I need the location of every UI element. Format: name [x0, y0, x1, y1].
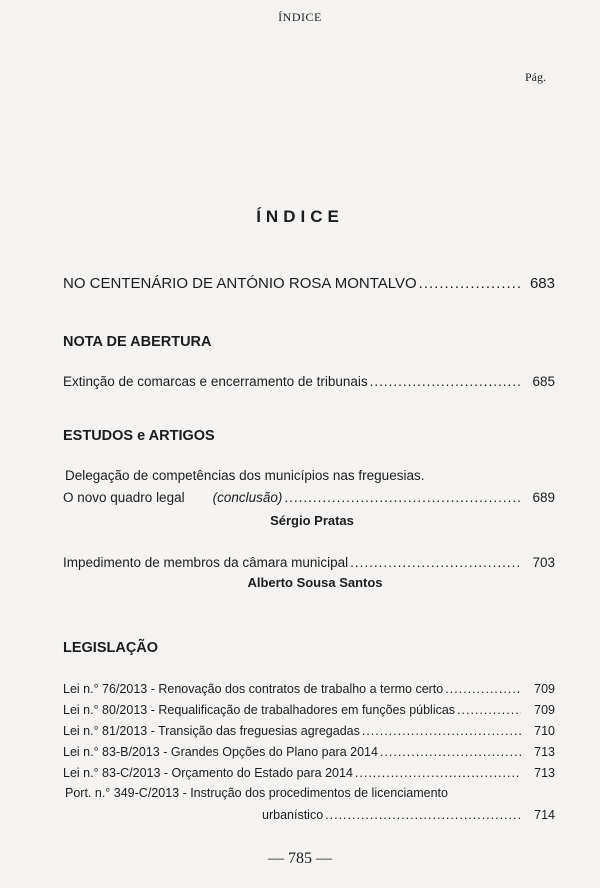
leader-dots	[350, 555, 521, 570]
page-number: — 785 —	[268, 850, 332, 867]
index-title: ÍNDICE	[256, 207, 344, 226]
toc-entry-title: Impedimento de membros da câmara municipal	[63, 555, 349, 570]
toc-entry-lei-83b[interactable]	[63, 745, 555, 759]
toc-entry-title: Extinção de comarcas e encerramento de tribunais	[63, 374, 368, 389]
toc-entry-page: 714	[534, 808, 555, 822]
toc-entry-title: Lei n.° 80/2013 - Requalificação de trabalhadores em funções públicas	[63, 703, 456, 717]
section-heading-legislacao: LEGISLAÇÃO	[63, 640, 159, 656]
toc-entry-page: 709	[534, 682, 555, 696]
toc-entry-centenario[interactable]	[63, 275, 555, 292]
section-heading-estudos: ESTUDOS e ARTIGOS	[63, 428, 215, 444]
leader-dots	[380, 745, 521, 759]
article1-author: Sérgio Pratas	[270, 513, 354, 528]
leader-dots	[445, 682, 521, 696]
toc-entry-page: 713	[534, 745, 555, 759]
toc-entry-title: Lei n.° 76/2013 - Renovação dos contratos de trabalho a termo certo	[63, 682, 444, 696]
article1-title-line1: Delegação de competências dos municípios nas freguesias.	[65, 468, 425, 483]
toc-entry-title: Lei n.° 83-C/2013 - Orçamento do Estado para 2014	[63, 766, 353, 780]
leader-dots	[325, 808, 521, 822]
toc-entry-page: 703	[532, 555, 555, 570]
portaria-title-line2: urbanístico	[262, 808, 324, 822]
leader-dots	[457, 703, 521, 717]
leader-dots	[355, 766, 521, 780]
leader-dots	[370, 374, 521, 389]
toc-entry-extincao[interactable]	[63, 374, 555, 389]
leader-dots	[284, 490, 521, 505]
toc-entry-delegacao[interactable]	[63, 490, 555, 505]
toc-entry-title: Lei n.° 83-B/2013 - Grandes Opções do Plano para 2014	[63, 745, 378, 759]
toc-entry-lei-80[interactable]	[63, 703, 555, 717]
toc-entry-lei-81[interactable]	[63, 724, 555, 738]
toc-entry-page: 709	[534, 703, 555, 717]
toc-entry-page: 685	[532, 374, 555, 389]
toc-entry-page: 713	[534, 766, 555, 780]
portaria-title-line1: Port. n.° 349-C/2013 - Instrução dos procedimentos de licenciamento	[65, 786, 448, 800]
toc-entry-impedimento[interactable]	[63, 555, 555, 570]
toc-entry-title: Lei n.° 81/2013 - Transição das freguesias agregadas	[63, 724, 360, 738]
leader-dots	[419, 275, 521, 292]
article1-line2-text: O novo quadro legal	[63, 490, 185, 505]
toc-entry-page: 689	[532, 490, 555, 505]
page-column-label: Pág.	[525, 70, 546, 84]
article2-author: Alberto Sousa Santos	[247, 575, 383, 590]
running-head: ÍNDICE	[278, 10, 322, 24]
section-heading-nota: NOTA DE ABERTURA	[63, 334, 212, 350]
toc-entry-title: NO CENTENÁRIO DE ANTÓNIO ROSA MONTALVO	[63, 275, 417, 292]
toc-entry-page: 683	[529, 275, 555, 292]
toc-entry-page: 710	[534, 724, 555, 738]
toc-entry-lei-76[interactable]	[63, 682, 555, 696]
toc-entry-lei-83c[interactable]	[63, 766, 555, 780]
article1-note: (conclusão)	[212, 490, 283, 505]
leader-dots	[362, 724, 521, 738]
article1-title-line2	[63, 490, 282, 505]
toc-entry-portaria[interactable]	[262, 808, 555, 822]
